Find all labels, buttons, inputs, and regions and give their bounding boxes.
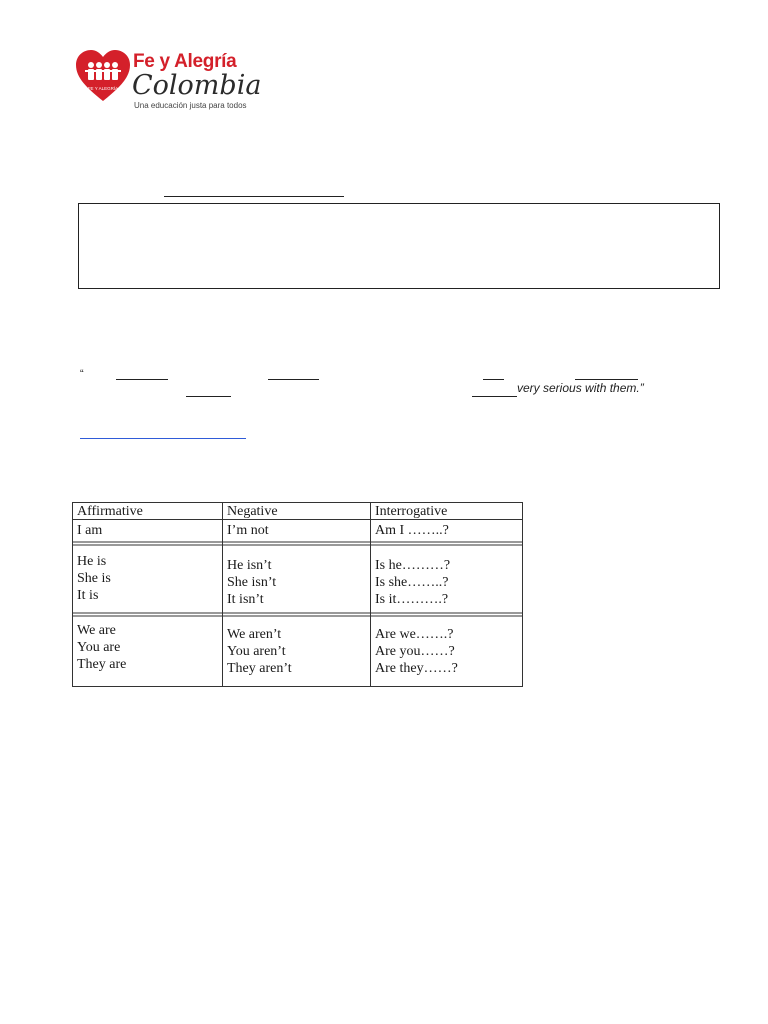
quote-blank[interactable] <box>268 379 319 380</box>
table-cell: It isn’t <box>227 592 264 607</box>
table-cell: You aren’t <box>227 644 286 659</box>
header-negative: Negative <box>227 504 278 519</box>
table-cell: She is <box>77 571 111 586</box>
table-cell: We aren’t <box>227 627 282 642</box>
quote-blank[interactable] <box>575 379 638 380</box>
table-cell: Are they……? <box>375 661 458 676</box>
table-cell: Are you……? <box>375 644 455 659</box>
quote-blank[interactable] <box>472 396 517 397</box>
table-cell: They are <box>77 657 127 672</box>
table-cell: Am I ……..? <box>375 523 449 538</box>
verb-to-be-table <box>72 502 523 687</box>
table-cell: He isn’t <box>227 558 272 573</box>
hyperlink-underline[interactable] <box>80 438 246 439</box>
svg-text:FE Y ALEGRÍA: FE Y ALEGRÍA <box>87 86 119 91</box>
table-cell: Is he………? <box>375 558 451 573</box>
quote-blank[interactable] <box>483 379 504 380</box>
header-affirmative: Affirmative <box>77 504 143 519</box>
quote-text: very serious with them.” <box>517 381 644 395</box>
table-cell: Is it……….? <box>375 592 449 607</box>
quote-open-mark: “ <box>80 368 84 380</box>
table-cell: Is she……..? <box>375 575 449 590</box>
table-cell: It is <box>77 588 99 603</box>
table-cell: Are we…….? <box>375 627 454 642</box>
table-cell: They aren’t <box>227 661 292 676</box>
logo-country: Colombia <box>132 70 262 101</box>
table-cell: I am <box>77 523 103 538</box>
logo-tagline: Una educación justa para todos <box>134 101 247 110</box>
header-interrogative: Interrogative <box>375 504 448 519</box>
table-cell: He is <box>77 554 107 569</box>
logo-heart-icon <box>75 48 131 104</box>
table-cell: She isn’t <box>227 575 277 590</box>
table-cell: We are <box>77 623 116 638</box>
title-underline <box>164 196 344 197</box>
quote-blank[interactable] <box>116 379 168 380</box>
logo-title: Fe y Alegría <box>133 51 237 72</box>
table-cell: I’m not <box>227 523 269 538</box>
quote-blank[interactable] <box>186 396 231 397</box>
info-box <box>78 203 720 289</box>
table-cell: You are <box>77 640 121 655</box>
